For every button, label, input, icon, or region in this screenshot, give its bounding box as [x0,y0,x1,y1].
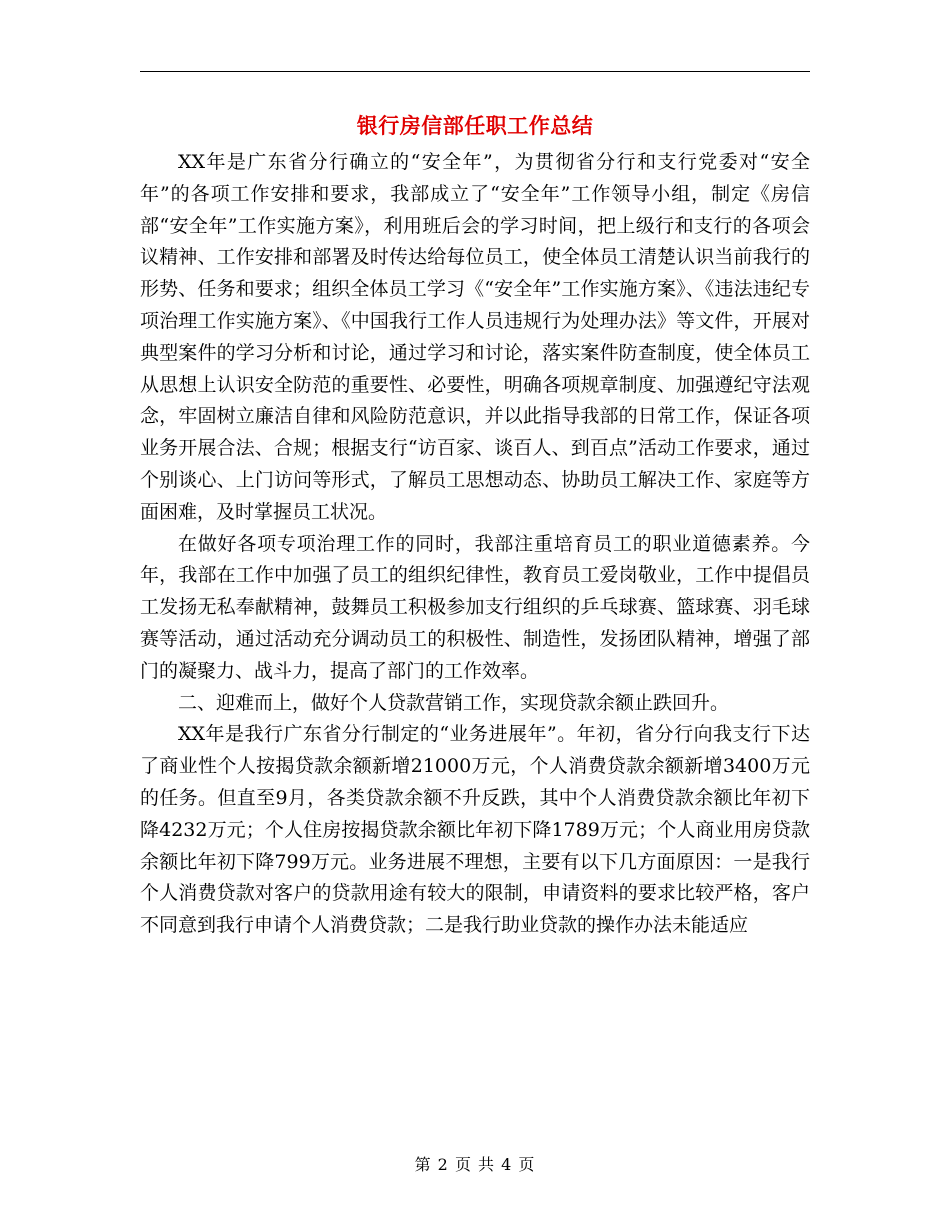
document-body [140,147,810,942]
page-footer: 第 2 页 共 4 页 [414,1155,536,1174]
header-rule [140,71,810,72]
paragraph-1: XX年是广东省分行确立的“安全年”，为贯彻省分行和支行党委对“安全年”的各项工作安排和要求，我部成立了“安全年”工作领导小组，制定《房信部“安全年”工作实施方案》，利用班后会的学习时间，把上级行和支行的各项会议精神、工作安排和部署及时传达给每位员工，使全体员工清楚认识当前我行的形势、任务和要求；组织全体员工学习《“安全年”工作实施方案》、《违法违纪专项治理工作实施方案》、《中国我行工作人员违规行为处理办法》等文件，开展对典型案件的学习分析和讨论，通过学习和讨论，落实案件防查制度，使全体员工从思想上认识安全防范的重要性、必要性，明确各项规章制度、加强遵纪守法观念，牢固树立廉洁自律和风险防范意识，并以此指导我部的日常工作，保证各项业务开展合法、合规；根据支行“访百家、谈百人、到百点”活动工作要求，通过个别谈心、上门访问等形式，了解员工思想动态、协助员工解决工作、家庭等方面困难，及时掌握员工状况。 [140,151,810,523]
document-title: 银行房信部任职工作总结 [356,113,594,138]
section-heading: 二、迎难而上，做好个人贷款营销工作，实现贷款余额止跌回升。 [178,691,730,714]
paragraph-2: 在做好各项专项治理工作的同时，我部注重培育员工的职业道德素养。今年，我部在工作中加强了员工的组织纪律性，教育员工爱岗敬业，工作中提倡员工发扬无私奉献精神，鼓舞员工积极参加支行组织的乒乓球赛、篮球赛、羽毛球赛等活动，通过活动充分调动员工的积极性、制造性，发扬团队精神，增强了部门的凝聚力、战斗力，提高了部门的工作效率。 [140,532,810,682]
paragraph-3: XX年是我行广东省分行制定的“业务进展年”。年初，省分行向我支行下达了商业性个人按揭贷款余额新增21000万元，个人消费贷款余额新增3400万元的任务。但直至9月，各类贷款余额不升反跌，其中个人消费贷款余额比年初下降4232万元；个人住房按揭贷款余额比年初下降1789万元；个人商业用房贷款余额比年初下降799万元。业务进展不理想，主要有以下几方面原因：一是我行个人消费贷款对客户的贷款用途有较大的限制，申请资料的要求比较严格，客户不同意到我行申请个人消费贷款；二是我行助业贷款的操作办法未能适应 [140,723,810,937]
